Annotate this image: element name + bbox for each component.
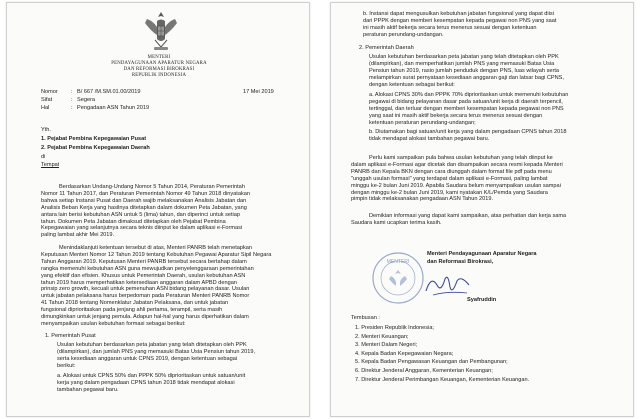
text-line: yang efektif dan efisien. Khusus untuk Pemerintah Daerah, usulan kebutuhan ASN bbox=[41, 272, 246, 279]
text-line: ini masih aktif bekerja secara terus menerus sesuai dengan ketentuan bbox=[363, 24, 537, 31]
text-line: Usulan kebutuhan berdasarkan peta jabatan yang telah ditetapkan oleh PPK bbox=[369, 54, 559, 60]
text-line: Nomor 11 Tahun 2017, dan Peraturan Pemerintah Nomor 49 Tahun 2018 dinyatakan bbox=[41, 190, 250, 197]
paragraph-1 bbox=[41, 184, 303, 239]
text-line: ketentuan peraturan perundang-undangan; bbox=[369, 119, 476, 126]
text-line: serta kesediaan anggaran untuk CPNS 2019, dengan ketentuan sebagai bbox=[57, 355, 238, 362]
text-line: dengan ketentuan sebagai berikut: bbox=[369, 81, 455, 88]
text-line: (dilampirkan), dan memperhatikan jumlah PNS yang memasuki Batas Usia bbox=[369, 60, 555, 67]
section-pusat-heading: 1. Pemerintah Pusat bbox=[45, 333, 96, 339]
text-line: "unggah usulan formasi" yang terdapat dalam aplikasi e-Formasi, paling lambat bbox=[351, 175, 548, 182]
section-daerah-item-b bbox=[369, 129, 627, 143]
text-line: Berdasarkan Undang-Undang Nomor 5 Tahun 2014, Peraturan Pemerintah bbox=[59, 184, 245, 190]
text-line: tidak mendapat alokasi tambahan pegawai baru. bbox=[369, 135, 490, 142]
tembusan-item: 5. Kepala Badan Pengawasan Keuangan dan Pembangunan; bbox=[355, 359, 508, 366]
signatory-title-2: dan Reformasi Birokrasi, bbox=[427, 259, 494, 265]
letterhead-line-2: PENDAYAGUNAAN APARATUR NEGARA bbox=[111, 61, 207, 66]
addressee-tempat: Tempat bbox=[41, 162, 60, 168]
addressee-yth: Yth. bbox=[41, 127, 51, 133]
tembusan-list bbox=[355, 325, 629, 383]
letterhead-line-4: REPUBLIK INDONESIA bbox=[131, 73, 187, 78]
text-line: dari PPPK dengan memberi kesempatan kepada pegawai non PNS yang saat bbox=[363, 17, 557, 24]
section-pusat-body bbox=[57, 342, 305, 370]
tembusan-item: 7. Direktur Jenderal Perimbangan Keuangan, Kementerian Keuangan. bbox=[355, 376, 530, 383]
handwritten-signature-icon bbox=[423, 271, 473, 299]
tembusan-item: 6. Direktur Jenderal Anggaran, Kementerian Keuangan; bbox=[355, 367, 493, 374]
tembusan-item: 2. Menteri Keuangan; bbox=[355, 333, 409, 340]
text-line: Tahun Anggaran 2019. Keputusan Menteri PANRB tersebut secara bertahap dalam bbox=[41, 258, 247, 265]
addressee-item-1: 1. Pejabat Pembina Kepegawaian Pusat bbox=[41, 136, 147, 142]
text-line: peraturan perundang-undangan. bbox=[363, 31, 444, 38]
section-pusat-item-a bbox=[57, 373, 305, 394]
text-line: pegawai di bidang pelayanan dasar pada satuan/unit kerja di daerah terpencil, bbox=[369, 98, 563, 105]
signatory-title-1: Menteri Pendayagunaan Aparatur Negara bbox=[427, 251, 537, 257]
text-line: 41 Tahun 2018 tentang Nomenklatur Jabatan Pelaksana, dan untuk jabatan bbox=[41, 300, 229, 307]
text-line: untuk jabatan pelaksana harus berpedoman pada Peraturan Menteri PANRB Nomor bbox=[41, 293, 250, 300]
text-line: kerja yang dalam pengadaan CPNS tahun 2018 tidak mendapat alokasi bbox=[57, 379, 235, 386]
text-line: melampirkan surat pernyataan kesediaan anggaran gaji dan latsar bagi CPNS, bbox=[369, 74, 564, 81]
text-line: tahun 2019 harus memperhatikan ketersediaan anggaran dalam APBD dengan bbox=[41, 279, 237, 286]
letterhead-line-3: DAN REFORMASI BIROKRASI bbox=[123, 67, 195, 72]
section-daerah-heading: 2. Pemerintah Daerah bbox=[359, 45, 414, 51]
text-line: Perlu kami sampaikan pula bahwa usulan kebutuhan yang telah diinput ke bbox=[369, 155, 553, 161]
text-line: dimungkinkan untuk jenjang pemula. Adapun hal-hal yang harus diperhatikan dalam bbox=[41, 314, 249, 321]
text-line: paling lambat akhir Mei 2019. bbox=[41, 232, 115, 239]
text-line: PANRB dan Kepala BKN dengan cara diunggah dalam format file pdf pada menu bbox=[351, 168, 552, 175]
text-line: dengan minggu ke-2 bulan Juni 2019, kami nyatakan K/L/Pemda yang Saudara bbox=[351, 189, 548, 196]
addressee-di: di bbox=[41, 154, 46, 160]
section-pusat-item-b bbox=[363, 11, 627, 39]
text-line: (dilampirkan), dan jumlah PNS yang memasuki Batas Usia Pensiun tahun 2019, bbox=[57, 348, 256, 355]
text-line: b. Instansi dapat mengusulkan kebutuhan jabatan fungsional yang dapat diisi bbox=[363, 11, 554, 17]
garuda-emblem-icon bbox=[143, 9, 179, 53]
paragraph-perlu bbox=[351, 155, 629, 203]
text-line: Saudara kami ucapkan terima kasih. bbox=[351, 219, 442, 226]
stamp-text: MENTERI bbox=[386, 259, 410, 265]
tembusan-item: 4. Kepala Badan Kepegawaian Negara; bbox=[355, 350, 454, 357]
text-line: tahun. Dokumen Peta Jabatan dimaksud ditetapkan oleh Pejabat Pembina bbox=[41, 218, 226, 225]
text-line: bahwa setiap Instansi Pusat dan Daerah wajib melaksanakan Analisis Jabatan dan bbox=[41, 197, 247, 204]
text-line: Usulan kebutuhan berdasarkan peta jabatan yang telah ditetapkan oleh PPK bbox=[57, 342, 247, 348]
text-line: tambahan pegawai baru. bbox=[57, 386, 119, 393]
signatory-name: Syafruddin bbox=[467, 297, 497, 303]
section-daerah-body bbox=[369, 54, 627, 89]
text-line: prinsip zero growth, kecuali untuk pemenuhan ASN bidang pelayanan dasar. Usulan bbox=[41, 286, 250, 293]
text-line: pimpin tidak melaksanakan pengadaan ASN Tahun 2019. bbox=[351, 196, 494, 203]
tembusan-heading: Tembusan : bbox=[351, 315, 380, 321]
tembusan-item: 3. Menteri Dalam Negeri; bbox=[355, 342, 418, 349]
text-line: fungsional diprioritaskan pada jenjang ahli pertama, terampil, serta masih bbox=[41, 307, 223, 314]
addressee-item-2: 2. Pejabat Pembina Kepegawaian Daerah bbox=[41, 145, 150, 151]
text-line: menyampaikan usulan kebutuhan formasi sebagai berikut: bbox=[41, 320, 186, 327]
text-line: Menindaklanjuti ketentuan tersebut di atas, Menteri PANRB telah menetapkan bbox=[59, 245, 252, 251]
text-line: Keputusan Menteri Nomor 12 Tahun 2019 tentang Kebutuhan Pegawai Aparatur Sipil Negara bbox=[41, 251, 272, 258]
text-line: Pensiun tahun 2019, rasio jumlah penduduk dengan PNS, luas wilayah serta bbox=[369, 67, 560, 74]
text-line: minggu ke-2 bulan Juni 2019. Apabila Saudara belum menyampaikan usulan sampai bbox=[351, 182, 561, 189]
text-line: antara lain berisi kebutuhan ASN untuk 5 (lima) tahun, dan diperinci untuk setiap bbox=[41, 211, 241, 218]
paragraph-closing bbox=[351, 213, 629, 227]
text-line: a. Alokasi CPNS 30% dan PPPK 70% diprioritaskan untuk memenuhi kebutuhan bbox=[369, 92, 569, 98]
text-line: b. Diutamakan bagi satuan/unit kerja yang dalam pengadaan CPNS tahun 2018 bbox=[369, 129, 567, 135]
text-line: Kepegawaian yang selanjutnya secara teknis diinput ke dalam aplikasi e-Formasi bbox=[41, 225, 243, 232]
letter-page-2 bbox=[330, 2, 634, 417]
text-line: berikut: bbox=[57, 362, 76, 369]
letter-date: 17 Mei 2019 bbox=[243, 89, 274, 95]
tembusan-item: 1. Presiden Republik Indonesia; bbox=[355, 325, 434, 331]
letter-page-1: MENTERI PENDAYAGUNAAN APARATUR NEGARA DAN REFORMASI BIROKRASI REPUBLIK INDONESIA Nomor : B/ 667 /M.SM.01.00/2019 17 Mei 2019 Sifat : Segera Hal : Pengadaan ASN Tahun 2019 Yth. 1. Pejabat Pembina Kepegawaian Pusat 2. Pejabat Pembina Kepegawaian Daerah di Tempat Berdasarkan Undang-Undang Nomor 5 Tahun 2014, Peraturan Pemerintah Nomor 11 Tahun 2017, dan Peraturan Pemerintah Nomor 49 Tahun 2018 dinyatakan bahwa setiap Instansi Pusat dan Daerah wajib melaksanakan Analisis Jabatan dan Analisis Beban Kerja yang hasilnya ditetapkan dalam dokumen Peta Jabatan, yang antara lain berisi kebutuhan ASN untuk 5 (lima) tahun, dan diperinci untuk setiap tahun. Dokumen Peta Jabatan dimaksud ditetapkan oleh Pejabat Pembina Kepegawaian yang selanjutnya secara teknis diinput ke dalam aplikasi e-Formasi paling lambat akhir Mei 2019. Menindaklanjuti ketentuan tersebut di atas, Menteri PANRB telah menetapkan Keputusan Menteri Nomor 12 Tahun 2019 tentang Kebutuhan Pegawai Aparatur Sipil Negara Tahun Anggaran 2019. Keputusan Menteri PANRB tersebut secara bertahap dalam rangka memenuhi kebutuhan ASN guna mewujudkan penyelenggaraan pemerintahan yang efektif dan efisien. Khusus untuk Pemerintah Daerah, usulan kebutuhan ASN tahun 2019 harus memperhatikan ketersediaan anggaran dalam APBD dengan prinsip zero growth, kecuali untuk pemenuhan ASN bidang pelayanan dasar. Usulan untuk jabatan pelaksana harus berpedoman pada Peraturan Menteri PANRB Nomor 41 Tahun 2018 tentang Nomenklatur Jabatan Pelaksana, dan untuk jabatan fungsional diprioritaskan pada jenjang ahli pertama, terampil, serta masih dimungkinkan untuk jenjang pemula. Adapun hal-hal yang harus diperhatikan dalam menyampaikan usulan kebutuhan formasi sebagai berikut: 1. Pemerintah Pusat Usulan kebutuhan berdasarkan peta jabatan yang telah ditetapkan oleh PPK (dilampirkan), dan jumlah PNS yang memasuki Batas Usia Pensiun tahun 2019, serta kesediaan anggaran untuk CPNS 2019, dengan ketentuan sebagai berikut: a. Alokasi untuk CPNS 50% dan PPPK 50% diprioritaskan untuk satuan/unit kerja yang dalam pengadaan CPNS tahun 2018 tidak mendapat alokasi tambahan pegawai baru. bbox=[6, 2, 310, 417]
text-line: Analisis Beban Kerja yang hasilnya ditetapkan dalam dokumen Peta Jabatan, yang bbox=[41, 204, 247, 211]
text-line: tertinggal, dan terluar dengan memberi kesempatan kepada pegawai non PNS bbox=[369, 105, 564, 112]
text-line: yang saat ini masih aktif bekerja secara terus menerus sesuai dengan bbox=[369, 112, 543, 119]
text-line: Demikian informasi yang dapat kami sampaikan, atas perhatian dan kerja sama bbox=[369, 213, 567, 219]
official-stamp-icon bbox=[371, 251, 425, 305]
letterhead-line-1: MENTERI bbox=[147, 55, 171, 60]
text-line: rangka memenuhi kebutuhan ASN guna mewujudkan penyelenggaraan pemerintahan bbox=[41, 265, 254, 272]
section-daerah-item-a bbox=[369, 92, 627, 127]
text-line: dalam aplikasi e-Formasi agar dicetak dan disampaikan secara resmi kepada Menteri bbox=[351, 161, 563, 168]
text-line: a. Alokasi untuk CPNS 50% dan PPPK 50% diprioritaskan untuk satuan/unit bbox=[57, 373, 246, 379]
paragraph-2 bbox=[41, 245, 303, 328]
